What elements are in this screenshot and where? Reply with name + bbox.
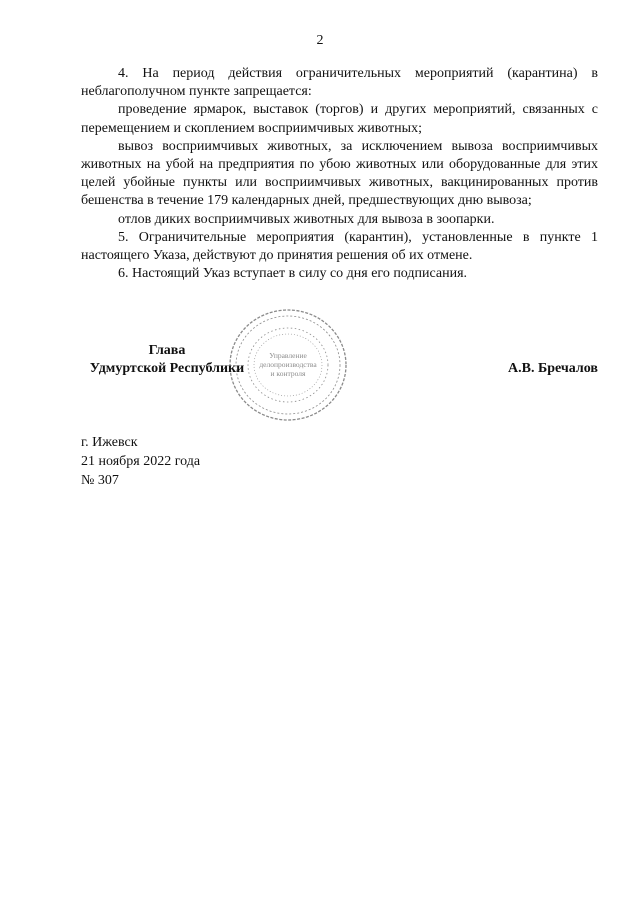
footer-date: 21 ноября 2022 года <box>81 454 201 469</box>
signatory-title-line-1: Глава <box>148 343 186 358</box>
paragraph-5: 5. Ограничительные мероприятия (карантин), установленные в пункте 1 настоящего Указа, действуют до принятия решения об их отмене. <box>81 229 598 264</box>
paragraph-4-intro: 4. На период действия ограничительных мероприятий (карантина) в неблагополучном пункте запрещается: <box>81 66 598 100</box>
seal-line-2: делопроизводства <box>259 360 317 369</box>
signatory-title <box>81 342 253 378</box>
signatory-title-line-2: Удмуртской Республики <box>89 361 245 376</box>
signature-block <box>81 342 598 382</box>
seal-line-1: Управление <box>269 351 307 360</box>
signatory-name: А.В. Бречалов <box>508 361 598 376</box>
paragraph-ban-fairs: проведение ярмарок, выставок (торгов) и других мероприятий, связанных с перемещением и скоплением восприимчивых животных; <box>81 102 598 136</box>
footer-number: № 307 <box>81 473 119 488</box>
paragraph-6: 6. Настоящий Указ вступает в силу со дня его подписания. <box>118 266 468 282</box>
page-number: 2 <box>316 33 324 48</box>
paragraph-ban-export: вывоз восприимчивых животных, за исключением вывоза восприимчивых животных на убой на предприятия по убою животных или оборудованные для этих целей убойные пункты или восприимчивых животных, вакцинированных против бешенства в течение 179 календарных дней, предшествующих дню вывоза; <box>81 138 598 209</box>
paragraph-ban-capture: отлов диких восприимчивых животных для вывоза в зоопарки. <box>118 211 495 227</box>
footer-city: г. Ижевск <box>81 435 138 450</box>
document-body <box>81 65 598 283</box>
document-footer <box>81 433 200 490</box>
seal-line-3: и контроля <box>270 369 306 378</box>
